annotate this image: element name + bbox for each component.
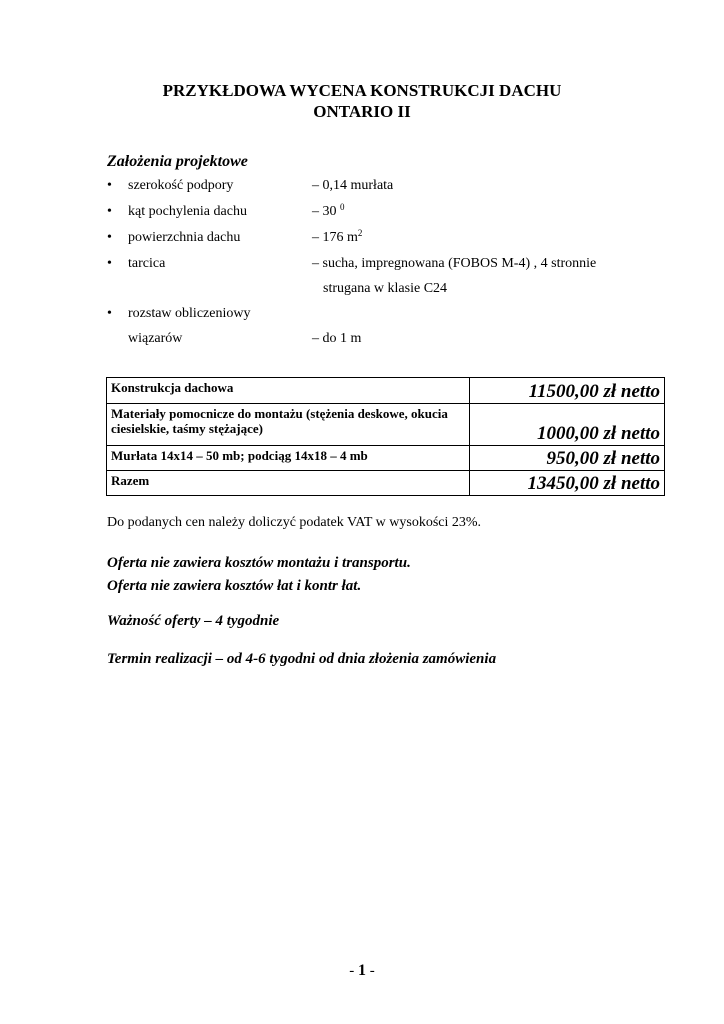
assumption-value: – 0,14 murłata — [312, 178, 394, 193]
bullet-icon: • — [107, 306, 112, 321]
assumption-value-text: – 30 — [312, 204, 337, 219]
page-number — [0, 962, 724, 980]
price-description: Materiały pomocnicze do montażu (stężenia deskowe, okucia ciesielskie, taśmy stężające) — [107, 404, 470, 446]
page-number-value: 1 — [358, 962, 366, 979]
assumption-label: rozstaw obliczeniowy — [128, 306, 251, 321]
bullet-icon: • — [107, 256, 112, 271]
table-row — [107, 404, 665, 446]
assumption-value: – sucha, impregnowana (FOBOS M-4) , 4 stronnie — [312, 256, 597, 271]
price-table — [106, 377, 665, 496]
unit-superscript: 2 — [357, 228, 363, 238]
note-validity: Ważność oferty – 4 tygodnie — [107, 613, 280, 629]
note-lead-time: Termin realizacji – od 4-6 tygodni od dnia złożenia zamówienia — [107, 651, 497, 667]
assumption-label: szerokość podpory — [128, 178, 234, 193]
note-no-assembly: Oferta nie zawiera kosztów montażu i transportu. — [107, 555, 411, 571]
assumption-value — [312, 203, 345, 221]
assumption-value-line-2: strugana w klasie C24 — [323, 281, 448, 296]
assumption-value-text: – 176 m — [312, 230, 358, 245]
bullet-icon: • — [107, 204, 112, 219]
title-line-1: PRZYKŁDOWA WYCENA KONSTRUKCJI DACHU — [162, 81, 562, 100]
price-description: Konstrukcja dachowa — [107, 378, 470, 404]
assumption-label: kąt pochylenia dachu — [128, 204, 247, 219]
page-number-suffix: - — [366, 963, 375, 979]
bullet-icon: • — [107, 230, 112, 245]
assumption-label: powierzchnia dachu — [128, 230, 241, 245]
price-description: Murłata 14x14 – 50 mb; podciąg 14x18 – 4 mb — [107, 446, 470, 471]
page-title — [0, 80, 724, 122]
page-number-prefix: - — [349, 963, 358, 979]
degree-superscript: 0 — [340, 202, 345, 212]
price-value: 1000,00 zł netto — [470, 404, 665, 446]
price-value: 950,00 zł netto — [470, 446, 665, 471]
title-line-2: ONTARIO II — [313, 102, 411, 121]
vat-note: Do podanych cen należy doliczyć podatek VAT w wysokości 23%. — [107, 515, 482, 530]
assumption-label-line-2: wiązarów — [128, 331, 183, 346]
price-description-total: Razem — [107, 471, 470, 496]
assumption-value — [312, 229, 362, 247]
price-value-total: 13450,00 zł netto — [470, 471, 665, 496]
table-row — [107, 446, 665, 471]
bullet-icon: • — [107, 178, 112, 193]
assumption-value: – do 1 m — [312, 331, 362, 346]
assumption-label: tarcica — [128, 256, 166, 271]
note-no-battens: Oferta nie zawiera kosztów łat i kontr łat. — [107, 578, 362, 594]
table-row — [107, 471, 665, 496]
assumptions-heading: Założenia projektowe — [107, 153, 248, 170]
table-row — [107, 378, 665, 404]
price-value: 11500,00 zł netto — [470, 378, 665, 404]
